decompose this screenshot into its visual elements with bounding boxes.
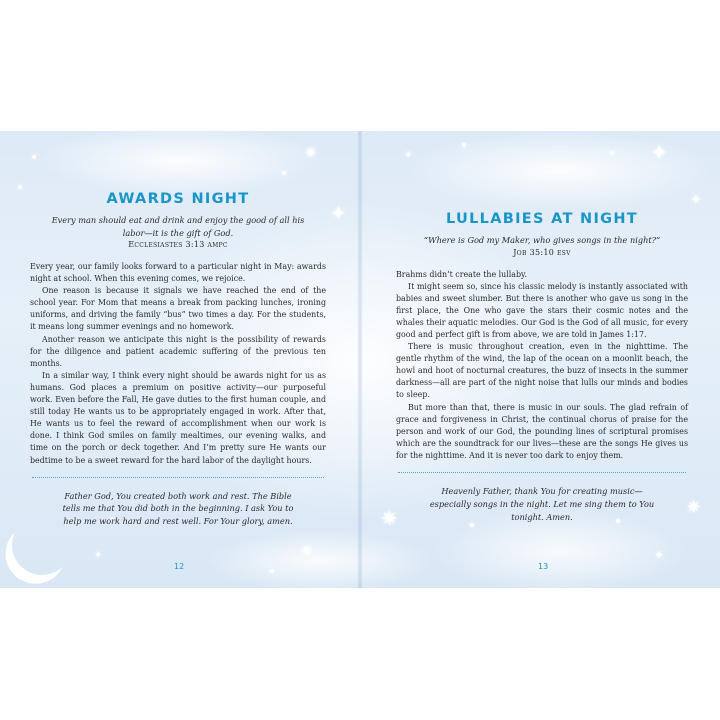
scripture-reference: Job 35:10 esv <box>513 247 571 257</box>
sparkle-star-icon: ✦ <box>330 201 347 225</box>
page-number: 13 <box>538 562 549 571</box>
body-paragraph: Another reason we anticipate this night is the possibility of rewards for the diligence and patient academic suffering of the previous ten months. <box>30 334 326 368</box>
prayer-text: Father God, You created both work and rest. The Bible tells me that You did both in the beginning. I ask You to help me work hard and rest well. For Your glory, amen. <box>62 490 294 527</box>
sparkle-star-icon: ✷ <box>300 541 314 560</box>
sparkle-star-icon: ✦ <box>94 550 103 561</box>
sparkle-star-icon: ✷ <box>304 143 318 162</box>
star-dot <box>18 185 22 189</box>
sparkle-star-icon: ✦ <box>654 548 665 562</box>
sparkle-star-icon: ✷ <box>686 497 702 518</box>
sparkle-star-icon: ✷ <box>380 507 399 532</box>
body-paragraph: It might seem so, since his classic melody is instantly associated with babies and sweet slumber. But there is another who gave us song in the first place, the One who gave the stars their cosmic notes and the whales their aquatic melodies. Our God is the God of all music, for every good and perfect gift is from above, we are told in James 1:17. <box>396 281 688 339</box>
body-paragraph: One reason is because it signals we have reached the end of the school year. For Mom that means a break from packing lunches, ironing uniforms, and driving the family “bus” two times a day. For the students, it means long summer evenings and no homework. <box>30 286 326 332</box>
book-spread <box>0 131 720 588</box>
page-number: 12 <box>174 562 185 571</box>
scripture-quote: Every man should eat and drink and enjoy the good of all his labor—it is the gift of God. <box>51 215 305 238</box>
sparkle-star-icon: ✦ <box>690 192 702 208</box>
right-page <box>396 131 688 588</box>
sparkle-star-icon: ✦ <box>650 141 669 166</box>
body-paragraph: But more than that, there is music in our souls. The glad refrain of grace and forgiveness in Christ, the continual chorus of praise for the person and work of our God, the pounding lines of scriptural promises which are the soundtrack for our lives—these are the songs He gives us for the nighttime. And it is never too dark to enjoy them. <box>396 402 688 460</box>
page-title: AWARDS NIGHT <box>106 191 250 207</box>
sparkle-star-icon: ✦ <box>404 150 413 161</box>
scripture-reference: Ecclesiastes 3:13 ampc <box>128 240 228 249</box>
devotional-body <box>30 261 326 467</box>
page-title: LULLABIES AT NIGHT <box>446 211 638 227</box>
dotted-divider <box>32 477 324 478</box>
body-paragraph: Every year, our family looks forward to a particular night in May: awards night at school. When this evening comes, we rejoice. <box>30 262 326 284</box>
prayer-text: Heavenly Father, thank You for creating music—especially songs in the night. Let me sing them to You tonight. Amen. <box>429 486 655 522</box>
scripture-quote: “Where is God my Maker, who gives songs in the night?” <box>423 235 661 245</box>
book-gutter <box>357 131 363 588</box>
left-page <box>30 131 326 588</box>
body-paragraph: Brahms didn’t create the lullaby. <box>396 269 527 279</box>
dotted-divider <box>398 472 686 473</box>
body-paragraph: There is music throughout creation, even in the nighttime. The gentle rhythm of the wind, the lap of the ocean on a moonlit beach, the howl and hoot of nocturnal creatures, the buzz of insects in the summer darkness—all are part of the night noise that lulls our minds and bodies to sleep. <box>396 342 688 400</box>
body-paragraph: In a similar way, I think every night should be awards night for us as humans. God places a premium on positive activity—our purposeful work. Even before the Fall, He gave duties to the first human couple, and still today He wants us to be appropriately engaged in work. After that, He wants us to feel the reward of accomplishment when our work is done. I think God smiles on family mealtimes, our evening walks, and time on the porch or deck together. And I’m pretty sure He wants our bedtime to be a sweet reward for the hard labor of the daylight hours. <box>30 370 326 465</box>
devotional-body <box>396 269 688 463</box>
